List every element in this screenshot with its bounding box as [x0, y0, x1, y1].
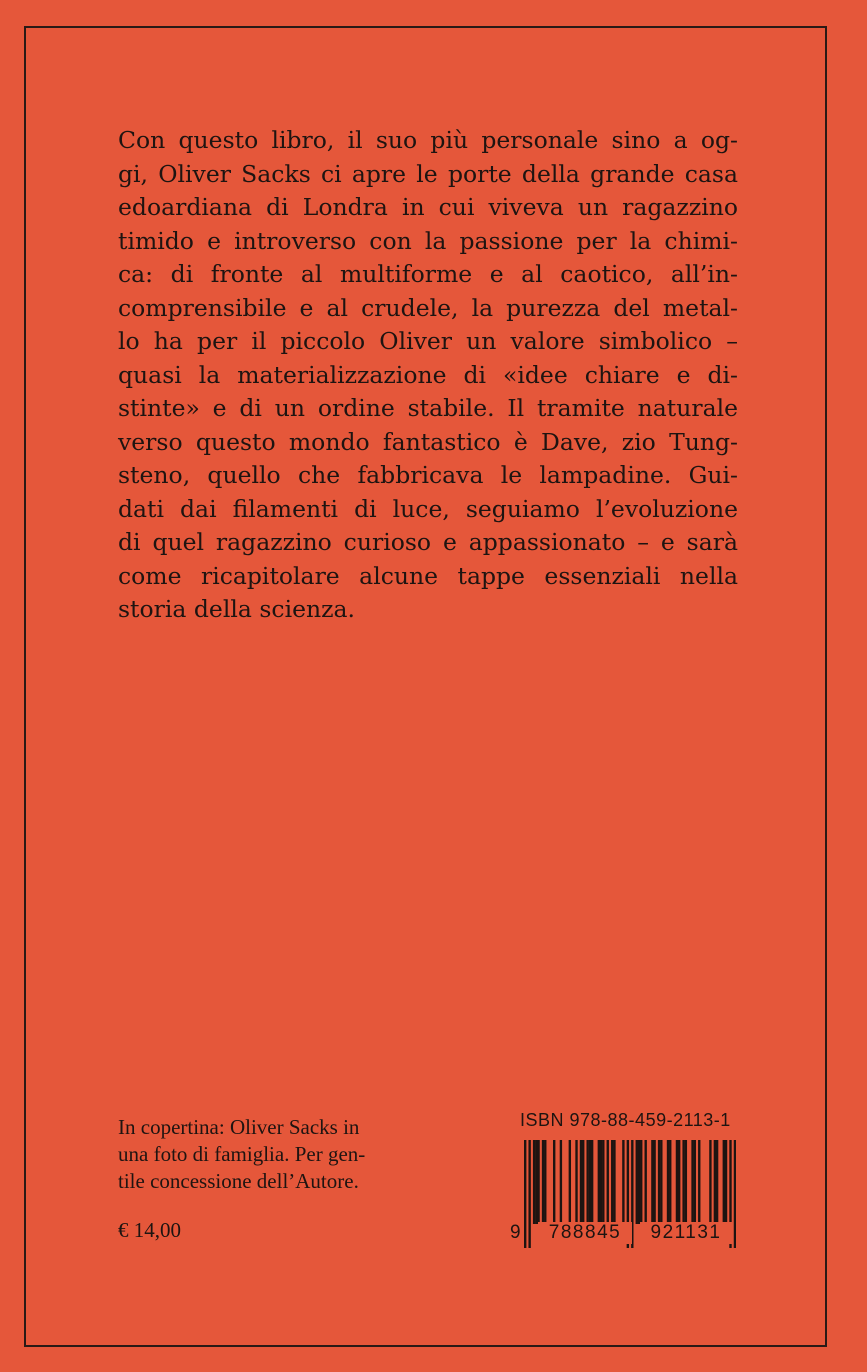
barcode-bar	[613, 1140, 615, 1224]
barcode-bar	[723, 1140, 725, 1224]
barcode-bar	[524, 1140, 526, 1248]
ean-first-digit: 9	[510, 1222, 521, 1243]
barcode-bar	[669, 1140, 671, 1224]
barcode-bar	[667, 1140, 669, 1224]
barcode-bar	[714, 1140, 716, 1224]
barcode-bar	[636, 1140, 638, 1224]
barcode-bar	[589, 1140, 591, 1224]
isbn-number: ISBN 978-88-459-2113-1	[520, 1110, 731, 1130]
barcode-bar	[580, 1140, 582, 1224]
barcode-bar	[725, 1140, 727, 1224]
barcode-bar	[535, 1140, 537, 1224]
barcode-bar	[640, 1140, 642, 1224]
credit-line: In copertina: Oliver Sacks in	[118, 1115, 360, 1139]
barcode-bar	[600, 1140, 602, 1224]
barcode-bar	[569, 1140, 571, 1224]
barcode-bar	[537, 1140, 539, 1224]
blurb-line: dati dai filamenti di luce, seguiamo l’evoluzione	[118, 494, 738, 523]
blurb-line: timido e introverso con la passione per la chimi-	[118, 226, 738, 255]
blurb-line: quasi la materializzazione di «idee chiare e di-	[118, 360, 738, 389]
barcode-bar	[678, 1140, 680, 1224]
ean-left-digits: 788845	[538, 1222, 632, 1244]
price-label: € 14,00	[118, 1218, 181, 1242]
credit-line: tile concessione dell’Autore.	[118, 1169, 359, 1193]
barcode-bar	[645, 1140, 647, 1224]
blurb-line: di quel ragazzino curioso e appassionato – e sarà	[118, 528, 738, 556]
barcode-bar	[598, 1140, 600, 1224]
barcode-bar	[602, 1140, 604, 1224]
barcode-bar	[622, 1140, 624, 1224]
barcode-bar	[685, 1140, 687, 1224]
blurb-line: stinte» e di un ordine stabile. Il tramite naturale	[118, 394, 738, 422]
barcode-bar	[653, 1140, 655, 1224]
barcode-bar	[638, 1140, 640, 1224]
blurb-line: ca: di fronte al multiforme e al caotico, all’in-	[118, 260, 738, 288]
barcode-bar	[694, 1140, 696, 1224]
barcode-bar	[533, 1140, 535, 1224]
barcode-bar	[658, 1140, 660, 1224]
blurb-text	[118, 124, 738, 627]
barcode-bar	[660, 1140, 662, 1224]
blurb-line: edoardiana di Londra in cui viveva un ragazzino	[118, 193, 738, 221]
barcode-bar	[716, 1140, 718, 1224]
blurb-line: verso questo mondo fantastico è Dave, zio Tung-	[118, 427, 738, 456]
barcode-bar	[528, 1140, 530, 1248]
barcode-bar	[553, 1140, 555, 1224]
ean-right-digits: 921131	[640, 1222, 732, 1244]
barcode-bar	[611, 1140, 613, 1224]
barcode-bar	[560, 1140, 562, 1224]
barcode-bar	[544, 1140, 546, 1224]
barcode-bar	[676, 1140, 678, 1224]
barcode-bar	[651, 1140, 653, 1224]
credit-line: una foto di famiglia. Per gen-	[118, 1142, 366, 1166]
barcode-bar	[586, 1140, 588, 1224]
barcode-bar	[582, 1140, 584, 1224]
blurb-line: comprensibile e al crudele, la purezza del metal-	[118, 293, 738, 322]
blurb-line: lo ha per il piccolo Oliver un valore simbolico –	[118, 327, 738, 355]
blurb-line: come ricapitolare alcune tappe essenziali nella	[118, 561, 738, 590]
barcode-bar	[607, 1140, 609, 1224]
barcode-bar	[682, 1140, 684, 1224]
barcode-bar	[734, 1140, 736, 1248]
isbn-barcode	[510, 1108, 740, 1258]
barcode-bar	[709, 1140, 711, 1224]
blurb-line: steno, quello che fabbricava le lampadine. Gui-	[118, 461, 738, 489]
barcode-bar	[591, 1140, 593, 1224]
barcode-bar	[691, 1140, 693, 1224]
blurb-line: storia della scienza.	[118, 595, 355, 623]
blurb-line: Con questo libro, il suo più personale sino a og-	[118, 126, 738, 154]
barcode-bar	[698, 1140, 700, 1224]
cover-photo-credit	[118, 1114, 428, 1195]
barcode-bar	[575, 1140, 577, 1224]
blurb-line: gi, Oliver Sacks ci apre le porte della grande casa	[118, 159, 738, 188]
barcode-bar	[542, 1140, 544, 1224]
